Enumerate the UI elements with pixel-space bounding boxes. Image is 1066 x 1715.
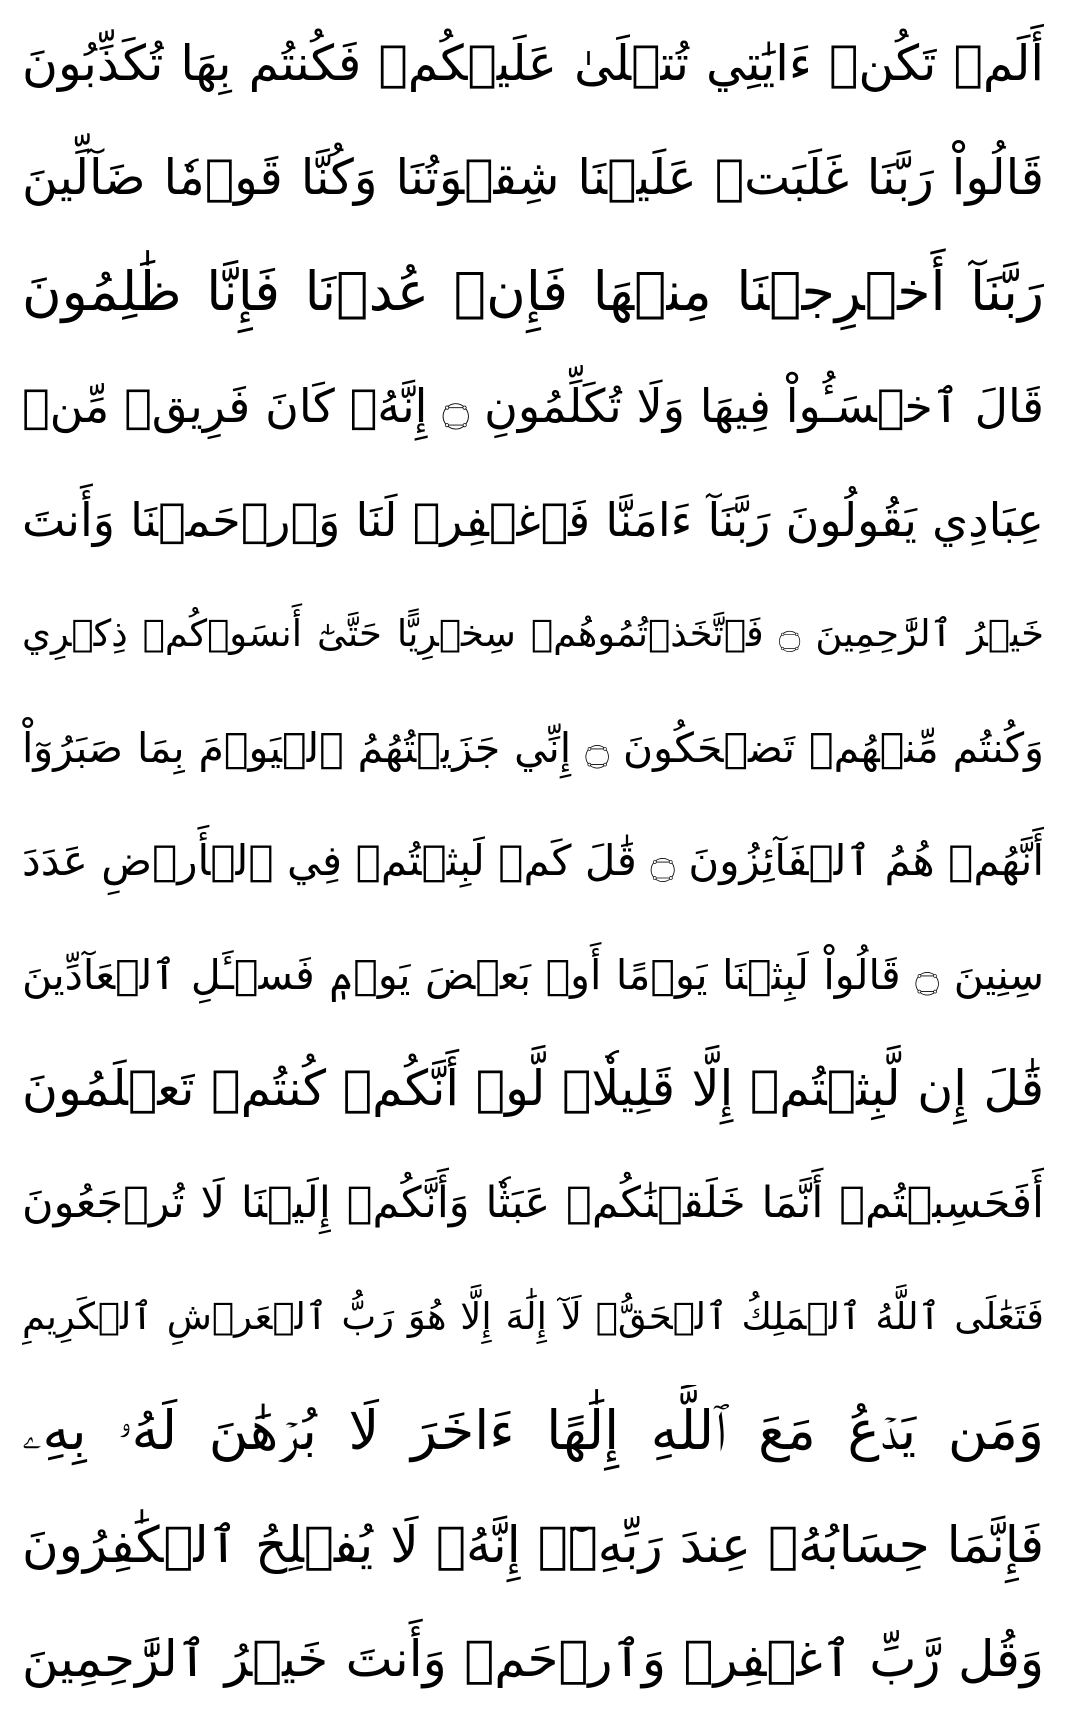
text-line-2: قَالُواْ رَبَّنَا غَلَبَتۡ عَلَيۡنَا شِقۡوَتُنَا وَكُنَّا قَوۡمٗا ضَآلِّينَ [22,148,1044,206]
text-line-6: خَيۡرُ ٱلرَّٰحِمِينَ ۝ فَٱتَّخَذۡتُمُوهُمۡ سِخۡرِيًّا حَتَّىٰٓ أَنسَوۡكُمۡ ذِكۡرِي [22,611,1044,655]
text-line-1: أَلَمۡ تَكُنۡ ءَايَٰتِي تُتۡلَىٰ عَلَيۡكُمۡ فَكُنتُم بِهَا تُكَذِّبُونَ [22,35,1044,92]
text-line-5: عِبَادِي يَقُولُونَ رَبَّنَآ ءَامَنَّا فَٱغۡفِرۡ لَنَا وَٱرۡحَمۡنَا وَأَنتَ [22,492,1044,547]
text-line-12: فَتَعَٰلَى ٱللَّهُ ٱلۡمَلِكُ ٱلۡحَقُّۖ لَآ إِلَٰهَ إِلَّا هُوَ رَبُّ ٱلۡعَرۡشِ ٱلۡكَرِيمِ [22,1295,1044,1339]
text-line-10: قَٰلَ إِن لَّبِثۡتُمۡ إِلَّا قَلِيلٗاۖ لَّوۡ أَنَّكُمۡ كُنتُمۡ تَعۡلَمُونَ [22,1060,1044,1118]
text-line-3: رَبَّنَآ أَخۡرِجۡنَا مِنۡهَا فَإِنۡ عُدۡنَا فَإِنَّا ظَٰلِمُونَ [22,259,1044,323]
text-line-11: أَفَحَسِبۡتُمۡ أَنَّمَا خَلَقۡنَٰكُمۡ عَبَثٗا وَأَنَّكُمۡ إِلَيۡنَا لَا تُرۡجَعُونَ [22,1178,1044,1229]
text-line-13: وَمَن يَدۡعُ مَعَ ٱللَّهِ إِلَٰهًا ءَاخَرَ لَا بُرۡهَٰنَ لَهُۥ بِهِۦ [22,1399,1044,1463]
text-line-4: قَالَ ٱخۡسَـُٔواْ فِيهَا وَلَا تُكَلِّمُونِ ۝ إِنَّهُۥ كَانَ فَرِيقٞ مِّنۡ [22,378,1044,433]
text-line-14: فَإِنَّمَا حِسَابُهُۥ عِندَ رَبِّهِۦٓۚ إِنَّهُۥ لَا يُفۡلِحُ ٱلۡكَٰفِرُونَ [22,1515,1044,1574]
text-line-7: وَكُنتُم مِّنۡهُمۡ تَضۡحَكُونَ ۝ إِنِّي جَزَيۡتُهُمُ ٱلۡيَوۡمَ بِمَا صَبَرُوٓاْ [22,723,1044,772]
text-line-8: أَنَّهُمۡ هُمُ ٱلۡفَآئِزُونَ ۝ قَٰلَ كَمۡ لَبِثۡتُمۡ فِي ٱلۡأَرۡضِ عَدَدَ [22,836,1044,886]
text-line-9: سِنِينَ ۝ قَالُواْ لَبِثۡنَا يَوۡمًا أَوۡ بَعۡضَ يَوۡمٖ فَسۡـَٔلِ ٱلۡعَآدِّينَ [22,951,1044,1000]
text-lines [22,18,1044,1705]
text-line-15: وَقُل رَّبِّ ٱغۡفِرۡ وَٱرۡحَمۡ وَأَنتَ خَيۡرُ ٱلرَّٰحِمِينَ [22,1629,1044,1688]
